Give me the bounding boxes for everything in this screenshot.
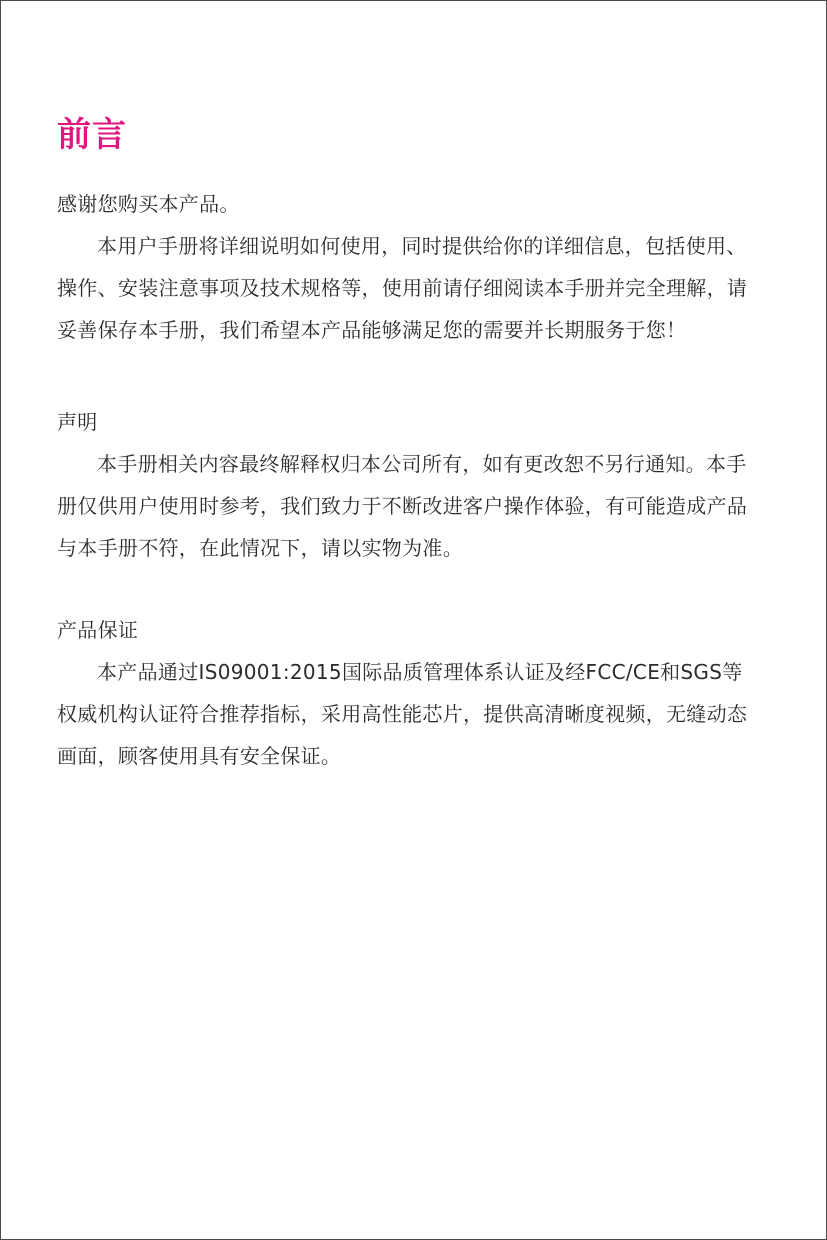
page-title: 前言 <box>57 115 127 155</box>
intro-paragraph: 本用户手册将详细说明如何使用，同时提供给你的详细信息，包括使用、操作、安装注意事项及技术规格等，使用前请仔细阅读本手册并完全理解，请妥善保存本手册，我们希望本产品能够满足您的需要并长期服务于您！ <box>57 234 748 342</box>
statement-heading: 声明 <box>57 410 98 434</box>
greeting-text: 感谢您购买本产品。 <box>57 192 240 216</box>
page-content <box>57 109 757 777</box>
statement-paragraph: 本手册相关内容最终解释权归本公司所有，如有更改恕不另行通知。本手册仅供用户使用时参考，我们致力于不断改进客户操作体验，有可能造成产品与本手册不符，在此情况下，请以实物为准。 <box>57 452 748 560</box>
warranty-heading: 产品保证 <box>57 618 139 642</box>
warranty-paragraph: 本产品通过IS09001:2015国际品质管理体系认证及经FCC/CE和SGS等权威机构认证符合推荐指标，采用高性能芯片，提供高清晰度视频，无缝动态画面，顾客使用具有安全保证。 <box>57 660 748 768</box>
